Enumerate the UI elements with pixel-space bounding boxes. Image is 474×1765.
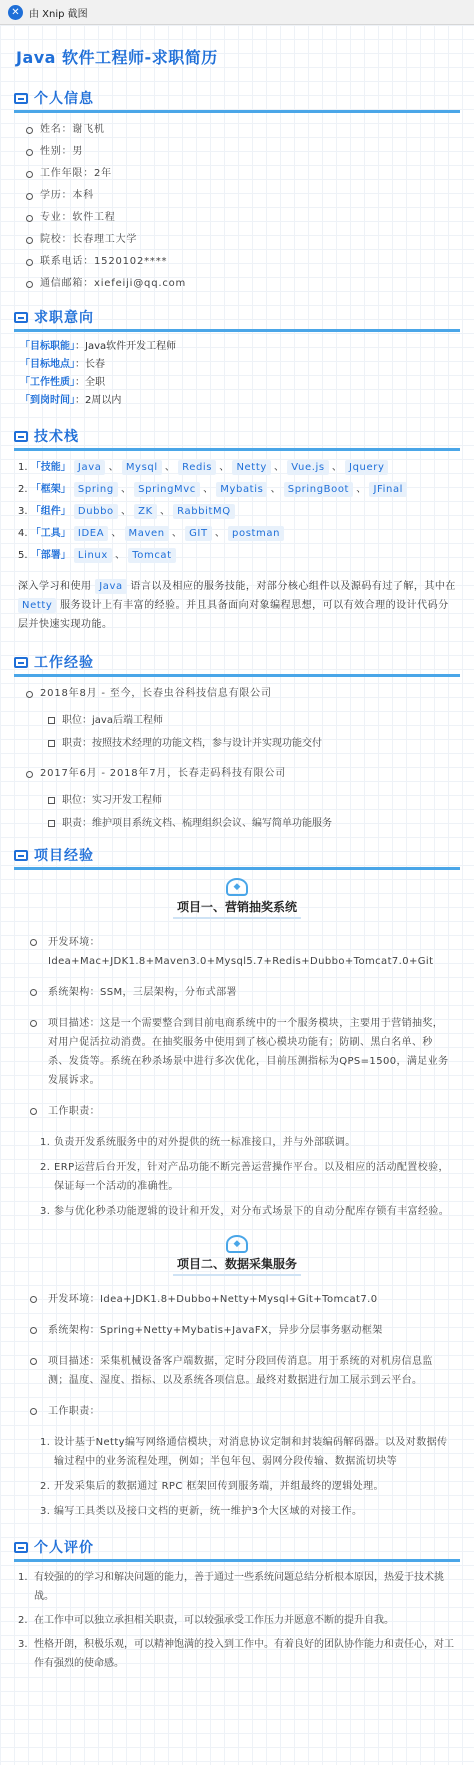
- evaluation-number: 3.: [18, 1639, 28, 1650]
- tech-tag: Dubbo: [74, 504, 118, 519]
- tech-tag: SpringBoot: [284, 482, 353, 497]
- tech-tag: IDEA: [74, 526, 108, 541]
- resume-page: [0, 25, 474, 1765]
- evaluation-item: [18, 1635, 456, 1673]
- tech-tag: Spring: [74, 482, 118, 497]
- project-desc: 项目描述：这是一个需要整合到目前电商系统中的一个服务模块，主要用于营销抽奖，对用户促活拉动消费。在抽奖服务中使用到了核心模块功能有；防刷、黑白名单、秒杀、发货等。系统在秒杀场景中进行多次优化，目前压测指标为QPS=1500，满足业务发展诉求。: [14, 1014, 460, 1090]
- duty-text: 负责开发系统服务中的对外提供的统一标准接口，并与外部联调。: [54, 1137, 356, 1148]
- work-details: [14, 789, 460, 835]
- stack-number: 4.: [18, 528, 28, 539]
- personal-info-item: 专业：软件工程: [22, 207, 460, 229]
- section-header-icon: [14, 312, 28, 323]
- personal-info-item: 联系电话：1520102****: [22, 251, 460, 273]
- duty-item: [40, 1433, 450, 1471]
- tag-separator: 、: [111, 550, 126, 561]
- project-duties: [14, 1133, 460, 1221]
- work-detail: 职位：实习开发工程师: [48, 789, 460, 812]
- duty-text: 设计基于Netty编写网络通信模块，对消息协议定制和封装编码解码器。以及对数据传输过程中的业务流程处理，例如；半包年包、弱网分段传输、数据流切块等: [54, 1437, 448, 1467]
- work-detail: 职位：java后端工程师: [48, 709, 460, 732]
- project-list: [14, 878, 460, 1521]
- work-period: 2017年6月 - 2018年7月，长春走码科技有限公司: [22, 763, 460, 785]
- project-env: 开发环境：Idea+Mac+JDK1.8+Maven3.0+Mysql5.7+Redis+Dubbo+Tomcat7.0+Git: [14, 933, 460, 971]
- stack-category: 「部署」: [30, 550, 71, 561]
- section-header-icon: [14, 850, 28, 861]
- personal-info-list: [14, 119, 460, 295]
- duty-text: ERP运营后台开发，针对产品功能不断完善运营操作平台。以及相应的活动配置校验，保证每一个活动的准确性。: [54, 1162, 449, 1192]
- xnip-logo-icon: ✕: [8, 5, 23, 20]
- desc-text: 服务设计上有丰富的经验。并且具备面向对象编程思想，可以有效合理的设计代码分层并快速实现功能。: [18, 600, 449, 630]
- project-arch: 系统架构：Spring+Netty+Mybatis+JavaFX，异步分层事务驱动框架: [14, 1321, 460, 1340]
- section-intent: [14, 305, 460, 332]
- stack-category: 「技能」: [30, 462, 71, 473]
- duty-text: 编写工具类以及接口文档的更新，统一维护3个大区域的对接工作。: [54, 1506, 363, 1517]
- tech-tag: Netty: [232, 460, 270, 475]
- tech-tag: Redis: [178, 460, 216, 475]
- section-header-icon: [14, 657, 28, 668]
- self-evaluation-list: [14, 1568, 460, 1673]
- tech-tag: Java: [95, 579, 127, 594]
- evaluation-item: [18, 1611, 456, 1630]
- section-header-icon: [14, 93, 28, 104]
- tag-separator: 、: [211, 528, 225, 539]
- tag-separator: 、: [270, 462, 285, 473]
- work-detail: 职责：按照技术经理的功能文档，参与设计并实现功能交付: [48, 732, 460, 755]
- stack-category: 「框架」: [30, 484, 71, 495]
- duty-number: 2.: [40, 1481, 51, 1492]
- evaluation-item: [18, 1568, 456, 1606]
- stack-number: 1.: [18, 462, 28, 473]
- work-experience-list: [14, 683, 460, 835]
- tag-separator: 、: [161, 462, 175, 473]
- section-title: 求职意向: [34, 310, 94, 326]
- tech-stack-description: [18, 577, 456, 634]
- project-header: [14, 878, 460, 919]
- tag-separator: 、: [117, 484, 131, 495]
- project-header: [14, 1235, 460, 1276]
- duty-number: 3.: [40, 1506, 51, 1517]
- tech-tag: Linux: [74, 548, 112, 563]
- tech-tag: Tomcat: [128, 548, 175, 563]
- desc-text: 深入学习和使用: [18, 581, 92, 592]
- personal-info-item: 工作年限：2年: [22, 163, 460, 185]
- duty-item: [40, 1202, 450, 1221]
- stack-number: 3.: [18, 506, 28, 517]
- tech-tag: Vue.js: [287, 460, 328, 475]
- project-duties: [14, 1433, 460, 1521]
- project-badge-icon: ◆: [226, 1235, 248, 1253]
- section-evaluation: [14, 1535, 460, 1562]
- section-stack: [14, 424, 460, 451]
- intent-key: 「目标地点」: [20, 359, 75, 370]
- section-title: 项目经验: [34, 848, 94, 864]
- project-title: 项目一、营销抽奖系统: [173, 898, 301, 919]
- stack-row: [18, 479, 460, 501]
- section-projects: [14, 843, 460, 870]
- stack-number: 2.: [18, 484, 28, 495]
- section-title: 个人信息: [34, 91, 94, 107]
- section-title: 工作经验: [34, 655, 94, 671]
- intent-value: ：Java软件开发工程师: [75, 341, 177, 352]
- section-header-icon: [14, 431, 28, 442]
- evaluation-text: 有较强的的学习和解决问题的能力，善于通过一些系统问题总结分析根本原因，热爱于技术挑战。: [34, 1572, 444, 1602]
- stack-row: [18, 501, 460, 523]
- section-work: [14, 650, 460, 677]
- tag-separator: 、: [199, 484, 214, 495]
- duty-number: 2.: [40, 1162, 51, 1173]
- desc-text: 语言以及相应的服务技能，对部分核心组件以及源码有过了解，其中在: [130, 581, 456, 592]
- resume-title: Java 软件工程师-求职简历: [16, 48, 218, 67]
- intent-row: [20, 392, 460, 410]
- tech-tag: Maven: [125, 526, 169, 541]
- job-intent-list: [14, 338, 460, 410]
- project-duty_label: 工作职责：: [14, 1402, 460, 1421]
- tech-tag: Netty: [18, 598, 56, 613]
- work-period: 2018年8月 - 至今，长春虫谷科技信息有限公司: [22, 683, 460, 705]
- duty-item: [40, 1133, 450, 1152]
- personal-info-item: 通信邮箱：xiefeiji@qq.com: [22, 273, 460, 295]
- intent-row: [20, 338, 460, 356]
- project-badge-icon: ◆: [226, 878, 248, 896]
- duty-item: [40, 1158, 450, 1196]
- tag-separator: 、: [117, 506, 131, 517]
- tag-separator: 、: [156, 506, 170, 517]
- project-desc: 项目描述：采集机械设备客户端数据，定时分段回传消息。用于系统的对机房信息监测；温度、湿度、指标、以及系统各项信息。最终对数据进行加工展示到云平台。: [14, 1352, 460, 1390]
- evaluation-text: 性格开朗，积极乐观，可以精神饱满的投入到工作中。有着良好的团队协作能力和责任心，对工作有强烈的使命感。: [34, 1639, 454, 1669]
- project-arch: 系统架构：SSM，三层架构，分布式部署: [14, 983, 460, 1002]
- stack-number: 5.: [18, 550, 28, 561]
- section-title: 个人评价: [34, 1540, 94, 1556]
- tag-separator: 、: [353, 484, 367, 495]
- intent-key: 「工作性质」: [20, 377, 75, 388]
- tech-tag: postman: [228, 526, 284, 541]
- tech-stack-list: [14, 457, 460, 567]
- evaluation-number: 1.: [18, 1572, 28, 1583]
- intent-row: [20, 356, 460, 374]
- stack-row: [18, 545, 460, 567]
- work-entry: [14, 683, 460, 705]
- duty-number: 3.: [40, 1206, 51, 1217]
- window-title: 由 Xnip 截图: [29, 8, 88, 20]
- section-personal: [14, 86, 460, 113]
- window-titlebar: [0, 0, 474, 25]
- tech-tag: Jquery: [345, 460, 388, 475]
- duty-item: [40, 1502, 450, 1521]
- work-details: [14, 709, 460, 755]
- personal-info-item: 学历：本科: [22, 185, 460, 207]
- intent-value: ：全职: [75, 377, 105, 388]
- tag-separator: 、: [216, 462, 230, 473]
- personal-info-item: 院校：长春理工大学: [22, 229, 460, 251]
- project-title: 项目二、数据采集服务: [173, 1255, 301, 1276]
- tech-tag: JFinal: [369, 482, 407, 497]
- personal-info-item: 姓名：谢飞机: [22, 119, 460, 141]
- duty-text: 参与优化秒杀功能逻辑的设计和开发，对分布式场景下的自动分配库存锁有丰富经验。: [54, 1206, 450, 1217]
- duty-text: 开发采集后的数据通过 RPC 框架回传到服务端，并组最终的逻辑处理。: [54, 1481, 384, 1492]
- duty-number: 1.: [40, 1137, 51, 1148]
- intent-key: 「到岗时间」: [20, 395, 75, 406]
- tag-separator: 、: [328, 462, 342, 473]
- intent-key: 「目标职能」: [20, 341, 75, 352]
- intent-value: ：长春: [75, 359, 105, 370]
- intent-row: [20, 374, 460, 392]
- stack-category: 「工具」: [30, 528, 71, 539]
- stack-row: [18, 523, 460, 545]
- tech-tag: Mysql: [122, 460, 162, 475]
- duty-item: [40, 1477, 450, 1496]
- tech-tag: RabbitMQ: [173, 504, 235, 519]
- section-header-icon: [14, 1542, 28, 1553]
- tag-separator: 、: [108, 528, 122, 539]
- tech-tag: Java: [74, 460, 106, 475]
- stack-category: 「组件」: [30, 506, 71, 517]
- tag-separator: 、: [105, 462, 119, 473]
- project-duty_label: 工作职责：: [14, 1102, 460, 1121]
- tech-tag: ZK: [134, 504, 157, 519]
- stack-row: [18, 457, 460, 479]
- project-env: 开发环境：Idea+JDK1.8+Dubbo+Netty+Mysql+Git+Tomcat7.0: [14, 1290, 460, 1309]
- tag-separator: 、: [267, 484, 281, 495]
- duty-number: 1.: [40, 1437, 51, 1448]
- section-title: 技术栈: [34, 429, 79, 445]
- intent-value: ：2周以内: [75, 395, 122, 406]
- tech-tag: Mybatis: [216, 482, 267, 497]
- evaluation-number: 2.: [18, 1615, 28, 1626]
- tech-tag: GIT: [185, 526, 212, 541]
- evaluation-text: 在工作中可以独立承担相关职责，可以较强承受工作压力并愿意不断的提升自我。: [34, 1615, 394, 1626]
- tech-tag: SpringMvc: [134, 482, 200, 497]
- tag-separator: 、: [168, 528, 182, 539]
- work-entry: [14, 763, 460, 785]
- work-detail: 职责：维护项目系统文档、梳理组织会议、编写简单功能服务: [48, 812, 460, 835]
- personal-info-item: 性别：男: [22, 141, 460, 163]
